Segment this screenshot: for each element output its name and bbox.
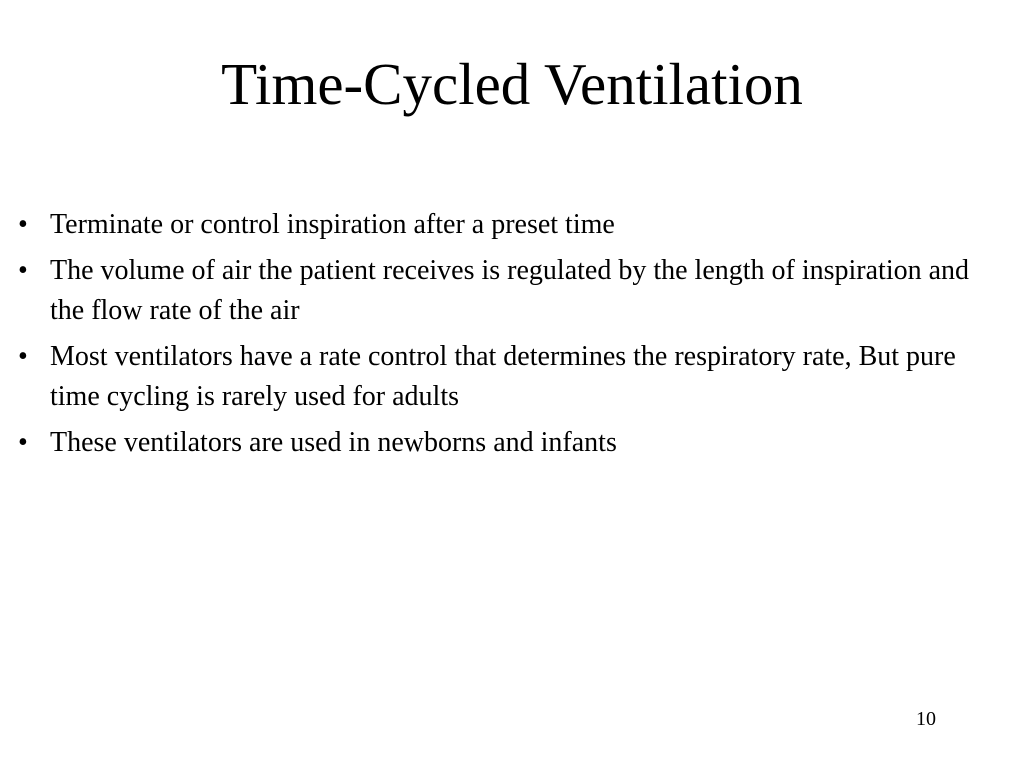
- bullet-icon: •: [18, 427, 28, 458]
- bullet-list: [18, 205, 978, 469]
- bullet-text: These ventilators are used in newborns and infants: [50, 427, 617, 458]
- bullet-text: Most ventilators have a rate control that determines the respiratory rate, But pure time cycling is rarely used for adults: [50, 341, 956, 412]
- bullet-icon: •: [18, 209, 28, 240]
- bullet-icon: •: [18, 341, 28, 372]
- bullet-text: The volume of air the patient receives is regulated by the length of inspiration and the flow rate of the air: [50, 255, 970, 326]
- page-number: 10: [916, 708, 936, 730]
- bullet-icon: •: [18, 255, 28, 286]
- bullet-item: [18, 205, 978, 245]
- slide-title: Time-Cycled Ventilation: [221, 51, 803, 117]
- bullet-item: [18, 251, 978, 331]
- bullet-item: [18, 337, 978, 417]
- bullet-text: Terminate or control inspiration after a preset time: [50, 209, 615, 240]
- bullet-item: [18, 423, 978, 463]
